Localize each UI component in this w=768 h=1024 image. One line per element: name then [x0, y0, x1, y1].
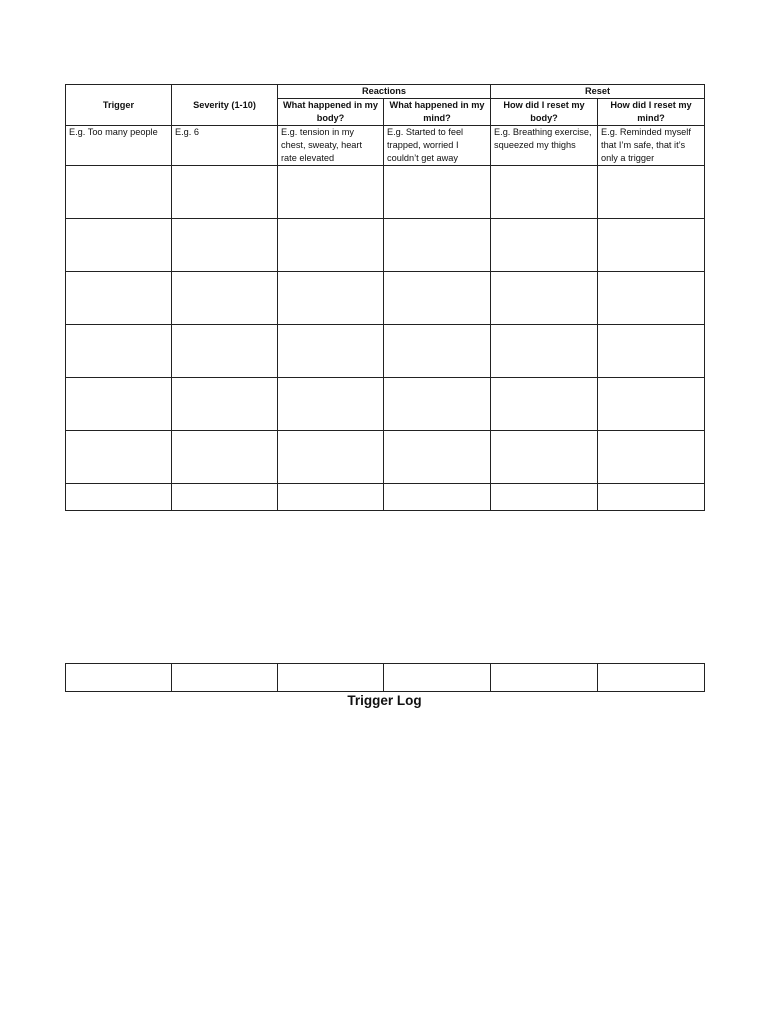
blank-cell [172, 378, 278, 431]
blank-cell [172, 484, 278, 511]
blank-cell [278, 166, 384, 219]
blank-cell [384, 431, 491, 484]
table-row [66, 166, 705, 219]
blank-cell [278, 219, 384, 272]
blank-cell [172, 431, 278, 484]
blank-cell [598, 378, 705, 431]
blank-cell [598, 272, 705, 325]
blank-cell [278, 272, 384, 325]
blank-cell [384, 378, 491, 431]
blank-cell [491, 219, 598, 272]
trigger-log-table [65, 84, 705, 511]
blank-cell [172, 219, 278, 272]
example-trigger: E.g. Too many people [66, 126, 172, 166]
header-reset: Reset [491, 85, 705, 99]
header-mind-reaction: What happened in my mind? [384, 99, 491, 126]
table-row [66, 664, 705, 692]
blank-cell [66, 166, 172, 219]
blank-cell [491, 272, 598, 325]
blank-cell [278, 431, 384, 484]
blank-cell [172, 325, 278, 378]
example-mind-reset: E.g. Reminded myself that I’m safe, that it’s only a trigger [598, 126, 705, 166]
example-body-reset: E.g. Breathing exercise, squeezed my thighs [491, 126, 598, 166]
header-trigger: Trigger [66, 85, 172, 126]
blank-cell [384, 325, 491, 378]
blank-cell [384, 664, 491, 692]
blank-cell [66, 325, 172, 378]
table-row [66, 325, 705, 378]
blank-cell [491, 484, 598, 511]
blank-cell [491, 166, 598, 219]
blank-cell [66, 219, 172, 272]
lower-blank-table [65, 663, 705, 692]
table-row [66, 378, 705, 431]
header-row-groups [66, 85, 705, 99]
blank-cell [598, 219, 705, 272]
table-row [66, 219, 705, 272]
blank-cell [491, 431, 598, 484]
example-body-reaction: E.g. tension in my chest, sweaty, heart rate elevated [278, 126, 384, 166]
blank-cell [598, 664, 705, 692]
document-title: Trigger Log [347, 693, 422, 708]
blank-cell [384, 272, 491, 325]
blank-cell [598, 484, 705, 511]
blank-cell [66, 664, 172, 692]
blank-cell [384, 166, 491, 219]
blank-cell [598, 166, 705, 219]
blank-cell [278, 378, 384, 431]
header-body-reset: How did I reset my body? [491, 99, 598, 126]
blank-cell [491, 378, 598, 431]
blank-cell [598, 325, 705, 378]
blank-cell [384, 484, 491, 511]
header-mind-reset: How did I reset my mind? [598, 99, 705, 126]
blank-cell [278, 484, 384, 511]
header-severity: Severity (1-10) [172, 85, 278, 126]
header-body-reaction: What happened in my body? [278, 99, 384, 126]
blank-cell [172, 272, 278, 325]
table-row [66, 431, 705, 484]
blank-cell [66, 484, 172, 511]
blank-cell [491, 664, 598, 692]
example-severity: E.g. 6 [172, 126, 278, 166]
example-mind-reaction: E.g. Started to feel trapped, worried I couldn’t get away [384, 126, 491, 166]
table-row [66, 484, 705, 511]
blank-cell [491, 325, 598, 378]
blank-cell [598, 431, 705, 484]
example-row [66, 126, 705, 166]
blank-cell [66, 378, 172, 431]
blank-cell [172, 166, 278, 219]
header-reactions: Reactions [278, 85, 491, 99]
blank-cell [66, 431, 172, 484]
blank-cell [278, 664, 384, 692]
blank-cell [66, 272, 172, 325]
blank-cell [384, 219, 491, 272]
table-row [66, 272, 705, 325]
blank-cell [278, 325, 384, 378]
blank-cell [172, 664, 278, 692]
